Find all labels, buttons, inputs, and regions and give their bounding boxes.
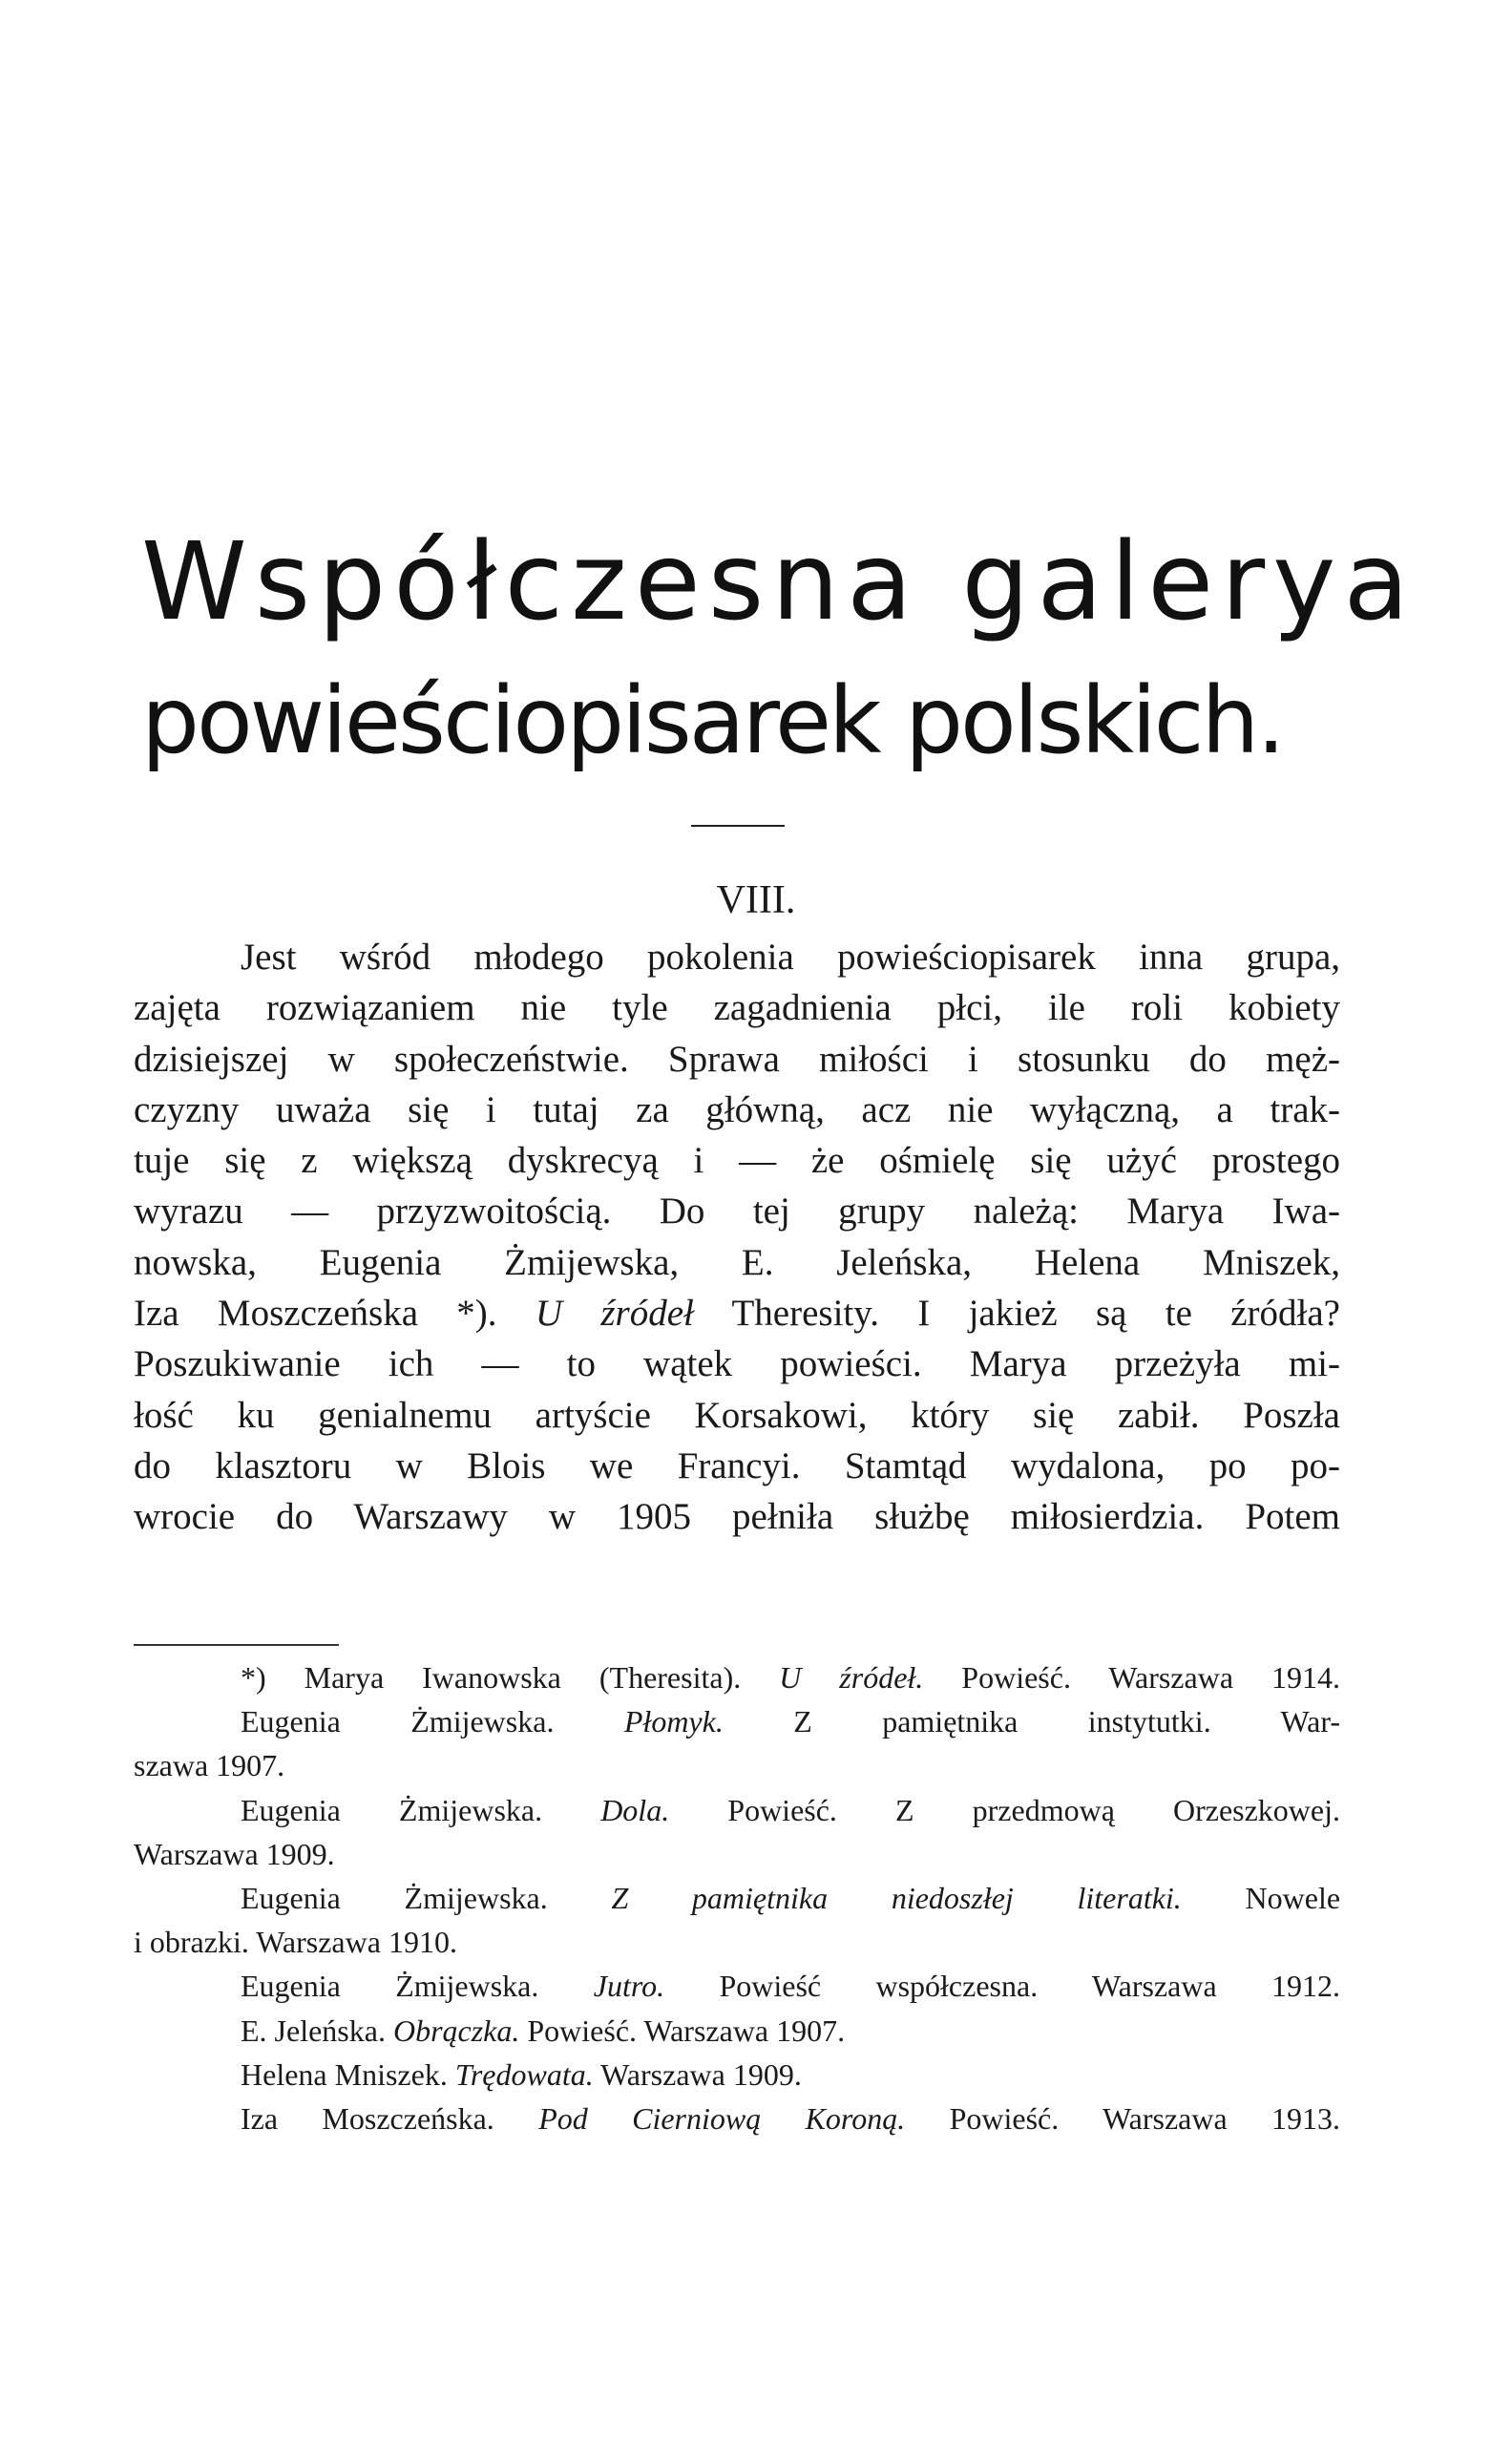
chapter-title-line-1: Współczesna galerya [141, 520, 1418, 644]
footnote-line [134, 1788, 1340, 1832]
footnote-details: Z pamiętnika instytutki. War- [793, 1704, 1341, 1739]
body-line: łość ku genialnemu artyście Korsakowi, który się zabił. Poszła [134, 1394, 1340, 1436]
footnote-author: *) Marya Iwanowska (Theresita). [241, 1660, 742, 1695]
footnote-title: U źródeł. [779, 1660, 924, 1695]
footnote-title: Z pamiętnika niedoszłej literatki. [611, 1881, 1182, 1916]
footnote-title: Pod Cierniową Koroną. [538, 2101, 906, 2137]
footnote-line: szawa 1907. [134, 1748, 285, 1783]
section-number: VIII. [716, 878, 796, 922]
footnote-line [134, 1964, 1340, 2008]
footnote-author: Eugenia Żmijewska. [241, 1969, 539, 2004]
footnote-line [134, 1699, 1340, 1743]
footnote-line [134, 2009, 1340, 2053]
footnote-details: Warszawa 1909. [600, 2056, 802, 2092]
title-divider [691, 825, 785, 827]
body-line [134, 1288, 1340, 1338]
body-text-segment: Theresity. I jakież są te źródła? [731, 1293, 1340, 1335]
footnote-title: Jutro. [593, 1969, 665, 2004]
body-line: czyzny uważa się i tutaj za główną, acz nie wyłączną, a trak- [134, 1088, 1340, 1130]
footnote-title: Dola. [600, 1792, 670, 1827]
body-line: wrocie do Warszawy w 1905 pełniła służbę miłosierdzia. Potem [134, 1496, 1340, 1538]
footnotes [134, 1655, 1340, 2140]
footnote-author: Eugenia Żmijewska. [241, 1881, 548, 1916]
footnote-line [134, 1655, 1340, 1699]
footnote-line [134, 2097, 1340, 2140]
footnote-details: Powieść. Warszawa 1914. [961, 1660, 1340, 1695]
footnote-line: i obrazki. Warszawa 1910. [134, 1925, 457, 1960]
chapter-title-line-2: powieściopisarek polskich. [141, 667, 1283, 774]
body-text-segment: Iza Moszczeńska *). [134, 1293, 497, 1335]
body-line: Jest wśród młodego pokolenia powieściopisarek inna grupa, [241, 937, 1340, 978]
footnote-details: Powieść. Warszawa 1913. [949, 2101, 1341, 2137]
footnote-line: Warszawa 1909. [134, 1836, 335, 1871]
footnote-author: Eugenia Żmijewska. [241, 1704, 555, 1739]
footnote-details: Powieść. Warszawa 1907. [527, 2013, 846, 2048]
body-line: tuje się z większą dyskrecyą i — że ośmielę się użyć prostego [134, 1140, 1340, 1182]
footnote-line [134, 1876, 1340, 1920]
footnote-details: Nowele [1245, 1881, 1341, 1916]
body-line: wyrazu — przyzwoitością. Do tej grupy należą: Marya Iwa- [134, 1191, 1340, 1233]
body-line: dzisiejszej w społeczeństwie. Sprawa miłości i stosunku do męż- [134, 1038, 1340, 1080]
body-line: zajęta rozwiązaniem nie tyle zagadnienia płci, ile roli kobiety [134, 987, 1340, 1029]
footnote-title: Płomyk. [623, 1704, 724, 1739]
body-line: do klasztoru w Blois we Francyi. Stamtąd wydalona, po po- [134, 1444, 1340, 1486]
footnote-author: Eugenia Żmijewska. [241, 1792, 543, 1827]
footnote-details: Powieść współczesna. Warszawa 1912. [719, 1969, 1341, 2004]
body-paragraph [134, 932, 1340, 1543]
footnote-details: Powieść. Z przedmową Orzeszkowej. [727, 1792, 1340, 1827]
footnote-divider [134, 1644, 339, 1646]
footnote-author: Helena Mniszek. [241, 2056, 448, 2092]
footnote-title: Trędowata. [454, 2056, 594, 2092]
footnote-author: Iza Moszczeńska. [241, 2101, 494, 2137]
body-line: nowska, Eugenia Żmijewska, E. Jeleńska, Helena Mniszek, [134, 1241, 1340, 1283]
footnote-line [134, 2053, 1340, 2097]
body-line: Poszukiwanie ich — to wątek powieści. Marya przeżyła mi- [134, 1343, 1340, 1385]
footnote-author: E. Jeleńska. [241, 2013, 386, 2048]
book-title-reference: U źródeł [535, 1293, 694, 1335]
footnote-title: Obrączka. [392, 2013, 520, 2048]
